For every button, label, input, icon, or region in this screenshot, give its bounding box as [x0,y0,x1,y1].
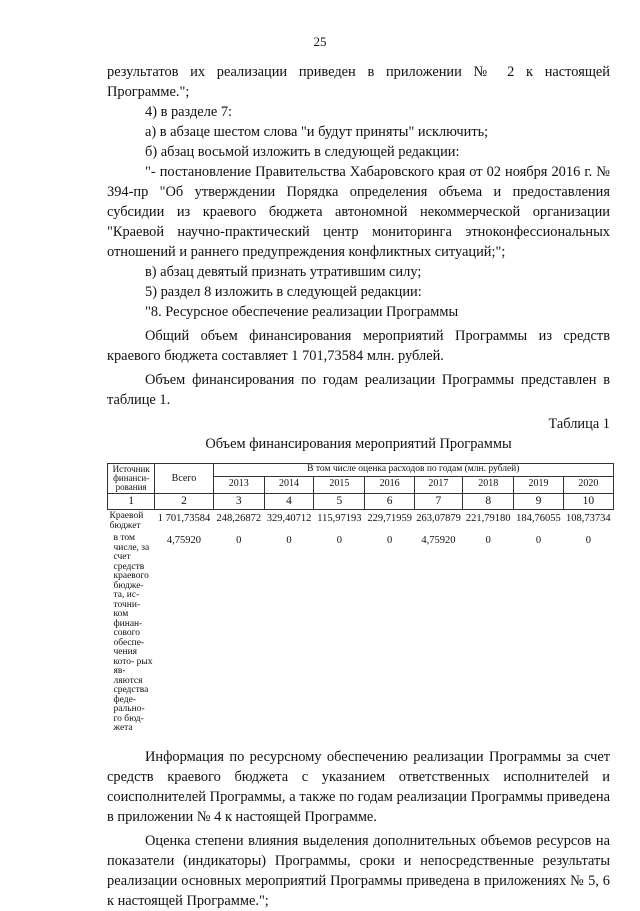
table-row [108,532,614,735]
column-number: 8 [463,494,514,510]
year-header: 2015 [314,477,365,494]
paragraph: результатов их реализации приведен в приложении № 2 к настоящей Программе."; [107,64,610,100]
year-value: 0 [387,535,393,546]
paragraph: "- постановление Правительства Хабаровского края от 02 ноября 2016 г. № 394-пр "Об утверждении Порядка определения объема и предоставления субсидии из краевого бюджета автономной некоммерческой организации "Краевой научно-практический центр мониторинга этноконфессиональных отношений и раннего предупреждения конфликтных ситуаций;"; [107,164,610,260]
year-value: 0 [336,535,342,546]
column-number: 9 [514,494,563,510]
header-source: Источник финанси- рования [108,464,155,494]
year-header: 2013 [213,477,264,494]
year-value: 0 [286,535,292,546]
year-value: 0 [585,535,591,546]
paragraph: Оценка степени влияния выделения дополнительных объемов ресурсов на показатели (индикаторы) Программы, сроки и непосредственные результаты реализации основных мероприятий Программы приведена в приложениях № 5, 6 к настоящей Программе."; [107,832,610,909]
column-number: 4 [264,494,313,510]
year-value: 0 [535,535,542,546]
column-number: 10 [563,494,613,510]
paragraph: Общий объем финансирования мероприятий Программы из средств краевого бюджета составляет 1 701,73584 млн. рублей. [107,328,610,364]
year-header: 2014 [264,477,313,494]
row-total: 1 701,73584 [157,513,211,524]
year-value: 184,76055 [516,513,561,524]
row-source: Краевой бюджет [109,511,144,531]
year-header: 2020 [563,477,613,494]
document-body [107,62,610,911]
row-source: в том числе, за счет средств краевого бюдже- та, ис- точни- ком финан- сового обеспе- чения кото- рых яв- ляются средства феде- рально- го бюд- жета [113,533,153,733]
year-value: 248,26872 [216,513,262,524]
header-total: Всего [155,464,213,494]
year-value: 263,07879 [416,513,461,524]
year-value: 221,79180 [465,513,511,524]
year-header: 2016 [365,477,414,494]
year-value: 329,40712 [266,513,312,524]
column-number: 2 [155,494,213,510]
year-value: 0 [236,535,242,546]
year-value: 4,75920 [421,535,456,546]
header-group: В том числе оценка расходов по годам (млн. рублей) [213,464,613,477]
table-header-row [108,464,614,477]
column-number: 7 [414,494,462,510]
section-heading: "8. Ресурсное обеспечение реализации Программы [145,304,459,320]
table-label: Таблица 1 [548,416,610,432]
year-value: 115,97193 [317,513,362,524]
year-value: 108,73734 [566,513,611,524]
paragraph: а) в абзаце шестом слова "и будут приняты" исключить; [145,124,489,140]
paragraph: Информация по ресурсному обеспечению реализации Программы за счет средств краевого бюджета с указанием ответственных исполнителей и соисполнителей Программы, а также по годам реализации Программы приведена в приложении № 4 к настоящей Программе. [107,748,610,825]
year-value: 0 [485,535,491,546]
column-number: 3 [213,494,264,510]
paragraph: 4) в разделе 7: [145,104,233,120]
table-row [108,510,614,533]
year-header: 2019 [514,477,563,494]
table-column-number-row [108,494,614,510]
row-total: 4,75920 [166,535,201,546]
paragraph: Объем финансирования по годам реализации Программы представлен в таблице 1. [107,372,610,408]
table-title: Объем финансирования мероприятий Программы [205,436,512,452]
paragraph: 5) раздел 8 изложить в следующей редакции: [145,284,422,300]
year-header: 2018 [463,477,514,494]
financing-table [107,463,614,735]
column-number: 6 [365,494,414,510]
paragraph: в) абзац девятый признать утратившим силу; [145,264,422,280]
year-header: 2017 [414,477,462,494]
column-number: 5 [314,494,365,510]
column-number: 1 [108,494,155,510]
year-value: 229,71959 [367,513,412,524]
page-number: 25 [313,34,327,49]
paragraph: б) абзац восьмой изложить в следующей редакции: [145,144,460,160]
